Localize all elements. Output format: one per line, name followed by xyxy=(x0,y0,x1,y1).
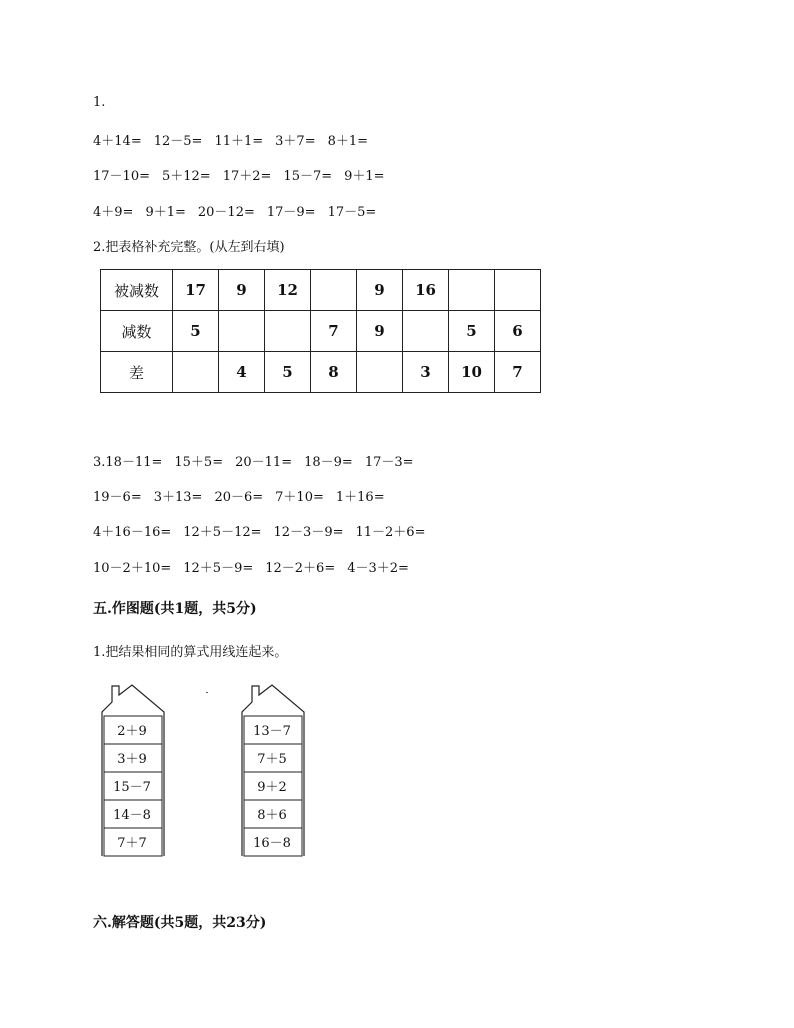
equation: 4＋9= xyxy=(93,205,134,220)
table-row xyxy=(101,311,541,352)
table-cell xyxy=(403,311,449,352)
equation: 20－11= xyxy=(235,455,293,470)
equation: 15＋5= xyxy=(174,455,224,470)
table-cell: 9 xyxy=(357,311,403,352)
row-header: 减数 xyxy=(101,311,173,352)
section5-instruction: 1.把结果相同的算式用线连起来。 xyxy=(93,645,288,660)
subtraction-table xyxy=(100,269,541,393)
equation: 4－3＋2= xyxy=(347,561,409,576)
house-expression: 14－8 xyxy=(113,808,151,823)
table-cell xyxy=(357,352,403,393)
equation: 15－7= xyxy=(283,169,333,184)
table-cell: 5 xyxy=(449,311,495,352)
house-expression: 8＋6 xyxy=(257,808,287,823)
equation: 1＋16= xyxy=(335,490,385,505)
table-cell: 4 xyxy=(219,352,265,393)
equation: 12－2＋6= xyxy=(265,561,336,576)
table-cell xyxy=(265,311,311,352)
table-cell: 5 xyxy=(173,311,219,352)
equation: 4＋14= xyxy=(93,134,142,149)
q1-row xyxy=(93,201,376,220)
equation: 9＋1= xyxy=(344,169,385,184)
q3-row xyxy=(93,557,409,576)
row-header: 差 xyxy=(101,352,173,393)
table-cell: 6 xyxy=(495,311,541,352)
table-cell: 7 xyxy=(311,311,357,352)
house-expression: 15－7 xyxy=(113,780,151,795)
table-cell: 16 xyxy=(403,270,449,311)
table-cell: 10 xyxy=(449,352,495,393)
equation: 11－2＋6= xyxy=(355,525,426,540)
stray-dot xyxy=(206,692,208,693)
table-cell: 12 xyxy=(265,270,311,311)
house-expression: 2＋9 xyxy=(117,724,147,739)
section6-heading: 六.解答题(共5题，共23分) xyxy=(93,915,267,931)
table-cell: 3 xyxy=(403,352,449,393)
equation: 20－6= xyxy=(214,490,264,505)
table-cell: 8 xyxy=(311,352,357,393)
equation: 17－3= xyxy=(364,455,414,470)
equation: 3＋13= xyxy=(153,490,203,505)
equation: 5＋12= xyxy=(161,169,211,184)
equation: 11＋1= xyxy=(214,134,264,149)
equation: 17＋2= xyxy=(222,169,272,184)
row-header: 被减数 xyxy=(101,270,173,311)
equation: 3.18－11= xyxy=(93,455,163,470)
q3-row xyxy=(93,486,385,505)
equation: 3＋7= xyxy=(275,134,316,149)
q3-row xyxy=(93,451,414,470)
table-cell: 17 xyxy=(173,270,219,311)
table-cell: 7 xyxy=(495,352,541,393)
equation: 19－6= xyxy=(93,490,142,505)
equation: 12＋5－9= xyxy=(183,561,254,576)
table-row xyxy=(101,352,541,393)
equation: 4＋16－16= xyxy=(93,525,172,540)
house-expression: 13－7 xyxy=(253,724,291,739)
section5-heading: 五.作图题(共1题，共5分) xyxy=(93,601,257,617)
table-row xyxy=(101,270,541,311)
equation: 12－3－9= xyxy=(273,525,344,540)
table-cell xyxy=(495,270,541,311)
q1-number: 1. xyxy=(93,95,106,110)
table-cell xyxy=(449,270,495,311)
equation: 17－5= xyxy=(327,205,377,220)
house-expression: 7＋5 xyxy=(257,752,287,767)
equation: 9＋1= xyxy=(145,205,186,220)
equation: 17－9= xyxy=(266,205,316,220)
house-expression: 16－8 xyxy=(253,836,291,851)
q1-row xyxy=(93,165,385,184)
equation: 18－9= xyxy=(304,455,353,470)
right-house xyxy=(240,684,306,860)
table-cell: 9 xyxy=(357,270,403,311)
equation: 7＋10= xyxy=(275,490,324,505)
equation: 10－2＋10= xyxy=(93,561,172,576)
q2-title: 2.把表格补充完整。(从左到右填) xyxy=(93,240,285,255)
q1-row xyxy=(93,130,368,149)
equation: 12＋5－12= xyxy=(183,525,262,540)
table-cell xyxy=(219,311,265,352)
equation: 8＋1= xyxy=(327,134,369,149)
table-cell xyxy=(173,352,219,393)
equation: 12－5= xyxy=(153,134,203,149)
table-cell xyxy=(311,270,357,311)
house-expression: 7＋7 xyxy=(117,836,147,851)
house-expression: 3＋9 xyxy=(117,752,147,767)
house-expression: 9＋2 xyxy=(257,780,287,795)
equation: 20－12= xyxy=(197,205,255,220)
equation: 17－10= xyxy=(93,169,150,184)
table-cell: 5 xyxy=(265,352,311,393)
table-cell: 9 xyxy=(219,270,265,311)
q3-row xyxy=(93,521,425,540)
left-house xyxy=(100,684,166,860)
